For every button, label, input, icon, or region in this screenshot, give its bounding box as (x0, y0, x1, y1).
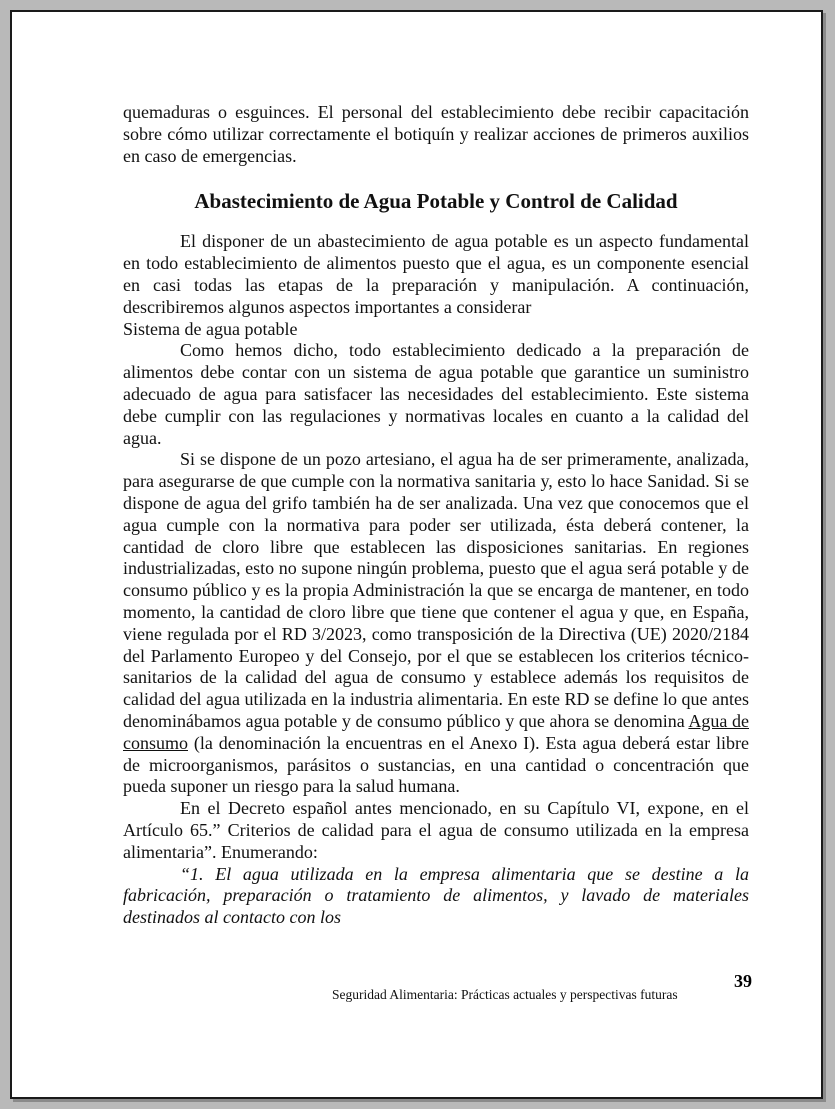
subheading: Sistema de agua potable (123, 318, 298, 339)
footer-book-title: Seguridad Alimentaria: Prácticas actuales y perspectivas futuras (332, 987, 678, 1002)
paragraph-decree: En el Decreto español antes mencionado, en su Capítulo VI, expone, en el Artículo 65.” Criterios de calidad para el agua de consumo utilizada en la empresa alimentaria”. Enumerando: (123, 798, 749, 862)
paragraph-well (123, 449, 749, 798)
page-content (123, 102, 749, 929)
paragraph-system: Como hemos dicho, todo establecimiento dedicado a la preparación de alimentos debe contar con un sistema de agua potable que garantice un suministro adecuado de agua para satisfacer las necesidades del establecimiento. Este sistema debe cumplir con las regulaciones y normativas locales en cuanto a la calidad del agua. (123, 340, 749, 448)
document-page (10, 10, 823, 1099)
section-heading: Abastecimiento de Agua Potable y Control de Calidad (194, 189, 678, 214)
agua-de-consumo-link[interactable]: Agua de consumo (123, 710, 749, 753)
paragraph-continued: quemaduras o esguinces. El personal del establecimiento debe recibir capacitación sobre cómo utilizar correctamente el botiquín y realizar acciones de primeros auxilios en caso de emergencias. (123, 102, 749, 166)
paragraph-intro: El disponer de un abastecimiento de agua potable es un aspecto fundamental en todo establecimiento de alimentos puesto que el agua, es un componente esencial en casi todas las etapas de la preparación y manipulación. A continuación, describiremos algunos aspectos importantes a considerar (123, 231, 749, 317)
paragraph-well-text-1: Si se dispone de un pozo artesiano, el agua ha de ser primeramente, analizada, para asegurarse de que cumple con la normativa sanitaria y, esto lo hace Sanidad. Si se dispone de agua del grifo también ha de ser analizada. Una vez que conocemos que el agua cumple con la normativa para poder ser utilizada, ésta deberá contener, la cantidad de cloro libre que establecen las disposiciones sanitarias. En regiones industrializadas, esto no supone ningún problema, puesto que el agua será potable y de consumo público y es la propia Administración la que se encarga de mantener, en todo momento, la cantidad de cloro libre que tiene que contener el agua y que, en España, viene regulada por el RD 3/2023, como transposición de la Directiva (UE) 2020/2184 del Parlamento Europeo y del Consejo, por el que se establecen los criterios técnico-sanitarios de la calidad del agua de consumo y establece además los requisitos de calidad del agua utilizada en la industria alimentaria. En este RD se define lo que antes denominábamos agua potable y de consumo público y que ahora se denomina (123, 449, 749, 731)
paragraph-well-text-2: (la denominación la encuentras en el Anexo I). Esta agua deberá estar libre de microorganismos, parásitos o sustancias, en una cantidad o concentración que pueda suponer un riesgo para la salud humana. (123, 732, 749, 797)
page-number: 39 (734, 971, 752, 991)
quote-paragraph: “1. El agua utilizada en la empresa alimentaria que se destine a la fabricación, preparación o tratamiento de alimentos, y lavado de materiales destinados al contacto con los (123, 863, 749, 928)
